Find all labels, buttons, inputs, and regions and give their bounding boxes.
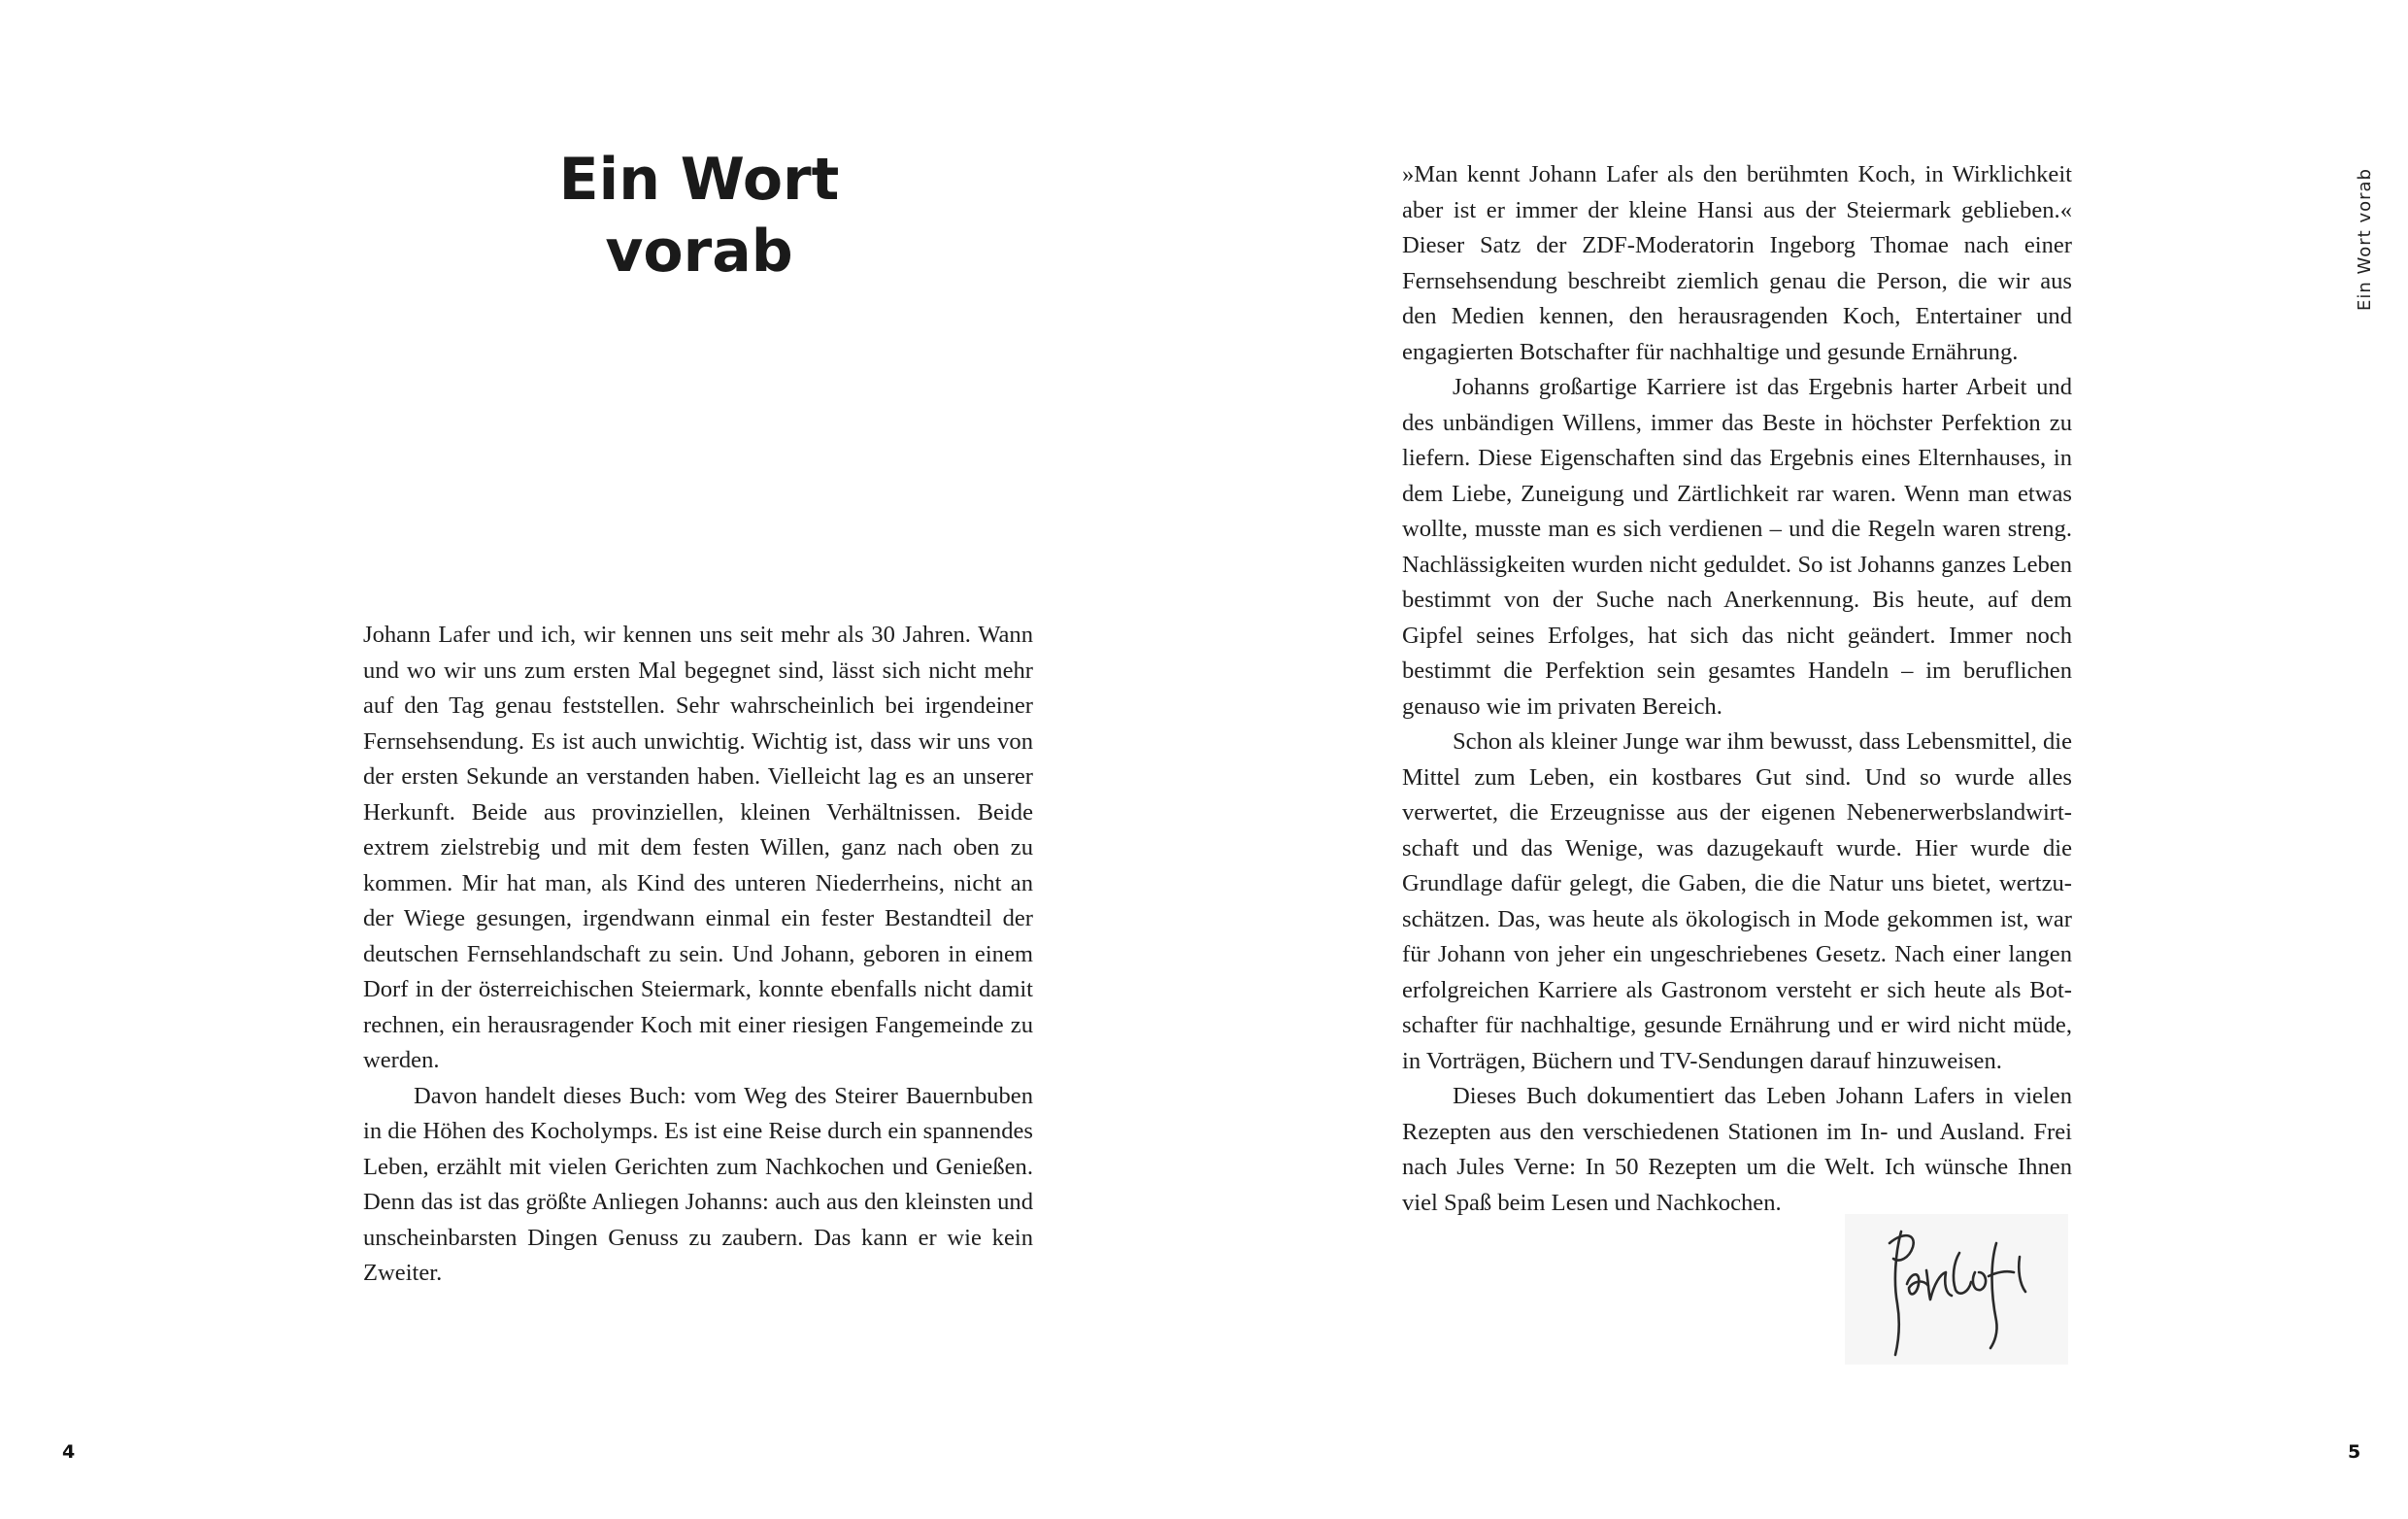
chapter-title bbox=[359, 144, 1039, 287]
handwritten-signature bbox=[1845, 1214, 2068, 1365]
running-head: Ein Wort vorab bbox=[2355, 168, 2375, 311]
page-number-right: 5 bbox=[2348, 1441, 2361, 1463]
left-text-column bbox=[363, 618, 1033, 1292]
chapter-title-line1: Ein Wort bbox=[558, 146, 840, 214]
paragraph: Dieses Buch dokumentiert das Leben Johann Lafers in vielen Rezepten aus den verschiedenen Stationen im In- und Ausland. Frei nach Jules Verne: In 50 Rezepten um die Welt. Ich wünsche Ihnen viel Spaß beim Lesen und Nachkochen. bbox=[1402, 1083, 2072, 1216]
signature-drawing bbox=[1845, 1214, 2068, 1365]
paragraph: Johanns großartige Karriere ist das Ergebnis harter Arbeit und des unbändigen Willens, immer das Beste in höchster Perfektion zu liefern. Diese Eigenschaften sind das Ergebnis eines Elternhauses, in dem Liebe, Zuneigung und Zärtlichkeit rar waren. Wenn man etwas wollte, musste man es sich verdienen – und die Regeln waren streng. Nachlässigkeiten wurden nicht geduldet. So ist Johanns ganzes Leben bestimmt von der Suche nach Anerkennung. Bis heute, auf dem Gipfel seines Erfolges, hat sich das nicht geändert. Immer noch bestimmt die Perfektion sein gesamtes Handeln – im beruflichen genauso wie im privaten Bereich. bbox=[1402, 374, 2072, 720]
paragraph: »Man kennt Johann Lafer als den berühmten Koch, in Wirklichkeit aber ist er immer der kleine Hansi aus der Steiermark geblieben.« Dieser Satz der ZDF-Moderatorin Ingeborg Thomae nach einer Fernsehsendung beschreibt ziemlich genau die Person, die wir aus den Medien kennen, den herausragenden Koch, Entertainer und engagierten Botschafter für nachhaltige und gesunde Ernährung. bbox=[1402, 161, 2072, 365]
paragraph: Johann Lafer und ich, wir kennen uns seit mehr als 30 Jahren. Wann und wo wir uns zum ersten Mal begegnet sind, lässt sich nicht mehr auf den Tag genau feststellen. Sehr wahrscheinlich bei irgendeiner Fernsehsendung. Es ist auch unwichtig. Wichtig ist, dass wir uns von der ersten Sekunde an verstanden haben. Vielleicht lag es an unserer Herkunft. Beide aus provinziellen, kleinen Verhältnissen. Beide extrem zielstrebig und mit dem festen Willen, ganz nach oben zu kommen. Mir hat man, als Kind des unteren Niederrheins, nicht an der Wiege gesungen, irgendwann einmal ein fester Bestandteil der deutschen Fernsehlandschaft zu sein. Und Johann, geboren in einem Dorf in der österreichischen Steiermark, konnte ebenfalls nicht damit rechnen, ein herausragender Koch mit einer riesigen Fangemeinde zu werden. bbox=[363, 622, 1033, 1073]
page-number-left: 4 bbox=[62, 1441, 76, 1463]
right-text-column bbox=[1402, 157, 2072, 1221]
paragraph: Davon handelt dieses Buch: vom Weg des Steirer Bauernbuben in die Höhen des Kocholymps. Es ist eine Reise durch ein spannendes Leben, erzählt mit vielen Gerichten zum Nachkochen und Genießen. Denn das ist das größte Anliegen Johanns: auch aus den kleinsten und unscheinbarsten Dingen Genuss zu zaubern. Das kann er wie kein Zweiter. bbox=[363, 1082, 1033, 1286]
paragraph: Schon als kleiner Junge war ihm bewusst, dass Lebensmittel, die Mittel zum Leben, ein kostbares Gut sind. Und so wurde alles verwertet, die Erzeugnisse aus der eigenen Nebenerwerbslandwirtschaft und das Wenige, was dazugekauft wurde. Hier wurde die Grundlage dafür gelegt, die Gaben, die die Natur uns bietet, wertzuschätzen. Das, was heute als ökologisch in Mode gekommen ist, war für Johann von jeher ein ungeschriebenes Gesetz. Nach einer langen erfolgreichen Karriere als Gastronom versteht er sich heute als Botschafter für nachhaltige, gesunde Ernährung und er wird nicht müde, in Vorträgen, Büchern und TV-Sendungen darauf hinzuweisen. bbox=[1402, 728, 2072, 1074]
chapter-title-line2: vorab bbox=[605, 218, 793, 286]
